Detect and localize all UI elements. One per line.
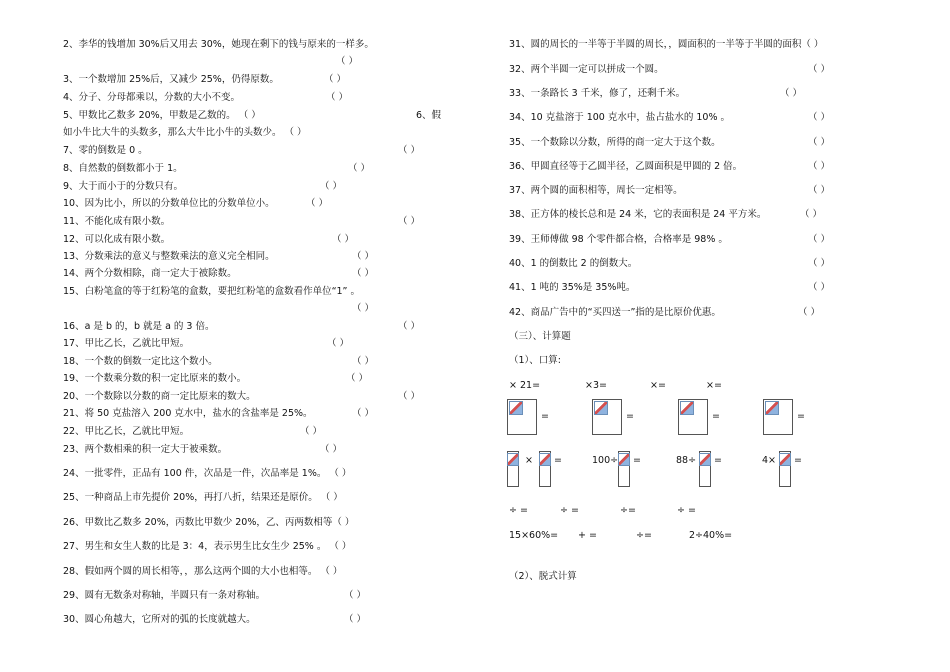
fraction-image-box bbox=[779, 451, 791, 487]
question-line: 36、甲圆直径等于乙圆半径，乙圆面积是甲圆的 2 倍。 bbox=[509, 161, 743, 172]
fraction-image-icon bbox=[765, 401, 779, 415]
answer-paren: （ ） bbox=[808, 64, 831, 75]
equals-sign: = bbox=[797, 411, 805, 422]
calc-item: ×= bbox=[650, 380, 666, 391]
question-line: 如小牛比大牛的头数多，那么大牛比小牛的头数少。 （ ） bbox=[63, 127, 307, 138]
fraction-image-icon bbox=[680, 401, 694, 415]
subsection-heading: （1）、口算: bbox=[509, 355, 561, 366]
question-line: 23、两个数相乘的积一定大于被乘数。 bbox=[63, 444, 228, 455]
fraction-image-box bbox=[539, 451, 551, 487]
fraction-image-icon bbox=[594, 401, 608, 415]
calc-item: 15×60%= bbox=[509, 530, 559, 541]
question-line: 3、一个数增加 25%后，又减少 25%，仍得原数。 bbox=[63, 74, 279, 85]
question-line: 12、可以化成有限小数。 bbox=[63, 234, 171, 245]
question-line: 21、将 50 克盐溶入 200 克水中，盐水的含盐率是 25%。 bbox=[63, 408, 313, 419]
calc-item: 88÷ bbox=[676, 455, 697, 466]
question-line: 35、一个数除以分数，所得的商一定大于这个数。 bbox=[509, 137, 721, 148]
question-line: 26、甲数比乙数多 20%，丙数比甲数少 20%，乙、丙两数相等（ ） bbox=[63, 517, 355, 528]
answer-paren: （ ） bbox=[306, 198, 329, 209]
section-heading: （三）、计算题 bbox=[509, 331, 571, 342]
answer-paren: （ ） bbox=[808, 234, 831, 245]
question-line: 39、王师傅做 98 个零件都合格，合格率是 98% 。 bbox=[509, 234, 728, 245]
answer-paren: （ ） bbox=[780, 88, 803, 99]
answer-paren: （ ） bbox=[352, 268, 375, 279]
answer-paren: （ ） bbox=[398, 321, 421, 332]
calc-item: ÷= bbox=[620, 505, 636, 516]
question-line: 42、商品广告中的“买四送一”指的是比原价优惠。 bbox=[509, 307, 721, 318]
fraction-image-icon bbox=[618, 453, 630, 466]
subsection-heading: （2）、脱式计算 bbox=[509, 571, 577, 582]
answer-paren: （ ） bbox=[300, 426, 323, 437]
fraction-image-box bbox=[507, 399, 537, 435]
question-line: 25、一种商品上市先提价 20%，再打八折，结果还是原价。 （ ） bbox=[63, 492, 343, 503]
calc-item: ÷ = bbox=[677, 505, 696, 516]
equals-sign: = bbox=[626, 411, 634, 422]
calc-item: ×3= bbox=[585, 380, 607, 391]
question-line: 30、圆心角越大，它所对的弧的长度就越大。 bbox=[63, 614, 256, 625]
question-line: 17、甲比乙长，乙就比甲短。 bbox=[63, 338, 190, 349]
question-line: 29、圆有无数条对称轴，半圆只有一条对称轴。 bbox=[63, 590, 266, 601]
equals-sign: = bbox=[541, 411, 549, 422]
question-line: 7、零的倒数是 0 。 bbox=[63, 145, 148, 156]
question-line: 22、甲比乙长，乙就比甲短。 bbox=[63, 426, 190, 437]
question-line: 13、分数乘法的意义与整数乘法的意义完全相同。 bbox=[63, 251, 275, 262]
answer-paren: （ ） bbox=[352, 303, 375, 314]
answer-paren: （ ） bbox=[320, 181, 343, 192]
answer-paren: （ ） bbox=[808, 282, 831, 293]
question-line: 32、两个半圆一定可以拼成一个圆。 bbox=[509, 64, 664, 75]
fraction-image-icon bbox=[507, 453, 519, 466]
fraction-image-box bbox=[699, 451, 711, 487]
answer-paren: （ ） bbox=[352, 408, 375, 419]
fraction-image-box bbox=[507, 451, 519, 487]
calc-item: 4× bbox=[762, 455, 777, 466]
answer-paren: （ ） bbox=[808, 161, 831, 172]
question-line: 27、男生和女生人数的比是 3：4，表示男生比女生少 25% 。 （ ） bbox=[63, 541, 352, 552]
answer-paren: （ ） bbox=[326, 92, 349, 103]
answer-paren: （ ） bbox=[352, 356, 375, 367]
question-line: 38、正方体的棱长总和是 24 米，它的表面积是 24 平方米。 bbox=[509, 209, 767, 220]
answer-paren: （ ） bbox=[320, 444, 343, 455]
answer-paren: （ ） bbox=[324, 74, 347, 85]
calc-item: ÷ = bbox=[560, 505, 579, 516]
fraction-image-box bbox=[678, 399, 708, 435]
calc-item: 100÷ bbox=[592, 455, 619, 466]
question-line: 19、一个数乘分数的积一定比原来的数小。 bbox=[63, 373, 247, 384]
answer-paren: （ ） bbox=[344, 590, 367, 601]
answer-paren: （ ） bbox=[808, 137, 831, 148]
calc-item: + = bbox=[578, 530, 597, 541]
fraction-image-icon bbox=[699, 453, 711, 466]
answer-paren: （ ） bbox=[808, 185, 831, 196]
answer-paren: （ ） bbox=[398, 145, 421, 156]
calc-item: ÷ = bbox=[509, 505, 528, 516]
question-line: 9、大于而小于的分数只有。 bbox=[63, 181, 184, 192]
question-line: 34、10 克盐溶于 100 克水中，盐占盐水的 10% 。 bbox=[509, 112, 731, 123]
answer-paren: （ ） bbox=[327, 338, 350, 349]
question-line: 2、李华的钱增加 30%后又用去 30%，她现在剩下的钱与原来的一样多。 bbox=[63, 39, 374, 50]
fraction-image-box bbox=[763, 399, 793, 435]
question-line: 4、分子、分母都乘以，分数的大小不变。 bbox=[63, 92, 241, 103]
question-line: 28、假如两个圆的周长相等，，那么这两个圆的大小也相等。 （ ） bbox=[63, 566, 343, 577]
answer-paren: （ ） bbox=[808, 112, 831, 123]
question-line: 14、两个分数相除，商一定大于被除数。 bbox=[63, 268, 237, 279]
fraction-image-icon bbox=[539, 453, 551, 466]
question-line: 37、两个圆的面积相等，周长一定相等。 bbox=[509, 185, 683, 196]
answer-paren: （ ） bbox=[398, 216, 421, 227]
answer-paren: （ ） bbox=[336, 56, 359, 67]
equals-sign: = bbox=[714, 455, 722, 466]
answer-paren: （ ） bbox=[344, 614, 367, 625]
question-line: 41、1 吨的 35%是 35%吨。 bbox=[509, 282, 636, 293]
question-line: 33、一条路长 3 千米，修了，还剩千米。 bbox=[509, 88, 686, 99]
calc-item: ÷= bbox=[636, 530, 652, 541]
answer-paren: （ ） bbox=[398, 391, 421, 402]
equals-sign: = bbox=[712, 411, 720, 422]
question-line: 15、白粉笔盒的等于红粉笔的盒数，要把红粉笔的盒数看作单位“1” 。 bbox=[63, 286, 360, 297]
answer-paren: （ ） bbox=[348, 163, 371, 174]
question-line: 8、自然数的倒数都小于 1。 bbox=[63, 163, 183, 174]
times-sign: × bbox=[525, 455, 533, 466]
question-line: 16、a 是 b 的，b 就是 a 的 3 倍。 bbox=[63, 321, 215, 332]
equals-sign: = bbox=[633, 455, 641, 466]
answer-paren: （ ） bbox=[352, 251, 375, 262]
answer-paren: （ ） bbox=[800, 209, 823, 220]
calc-item: 2÷40%= bbox=[689, 530, 733, 541]
calc-item: ×= bbox=[706, 380, 722, 391]
question-line: 40、1 的倒数比 2 的倒数大。 bbox=[509, 258, 638, 269]
answer-paren: （ ） bbox=[808, 258, 831, 269]
equals-sign: = bbox=[794, 455, 802, 466]
answer-paren: （ ） bbox=[346, 373, 369, 384]
question-line: 31、圆的周长的一半等于半圆的周长，，圆面积的一半等于半圆的面积（ ） bbox=[509, 39, 824, 50]
equals-sign: = bbox=[554, 455, 562, 466]
answer-paren: （ ） bbox=[798, 307, 821, 318]
question-line: 10、因为比小，所以的分数单位比的分数单位小。 bbox=[63, 198, 275, 209]
fraction-image-icon bbox=[509, 401, 523, 415]
question-line: 20、一个数除以分数的商一定比原来的数大。 bbox=[63, 391, 256, 402]
fraction-image-box bbox=[618, 451, 630, 487]
question-line: 18、一个数的倒数一定比这个数小。 bbox=[63, 356, 218, 367]
question-line: 11、不能化成有限小数。 bbox=[63, 216, 171, 227]
answer-paren: （ ） bbox=[332, 234, 355, 245]
question-line: 24、一批零件，正品有 100 件，次品是一件，次品率是 1%。 （ ） bbox=[63, 468, 352, 479]
question-line-tail: 6、假 bbox=[416, 110, 442, 121]
fraction-image-box bbox=[592, 399, 622, 435]
fraction-image-icon bbox=[779, 453, 791, 466]
question-line: 5、甲数比乙数多 20%，甲数是乙数的。 （ ） bbox=[63, 110, 261, 121]
calc-item: × 21= bbox=[509, 380, 541, 391]
